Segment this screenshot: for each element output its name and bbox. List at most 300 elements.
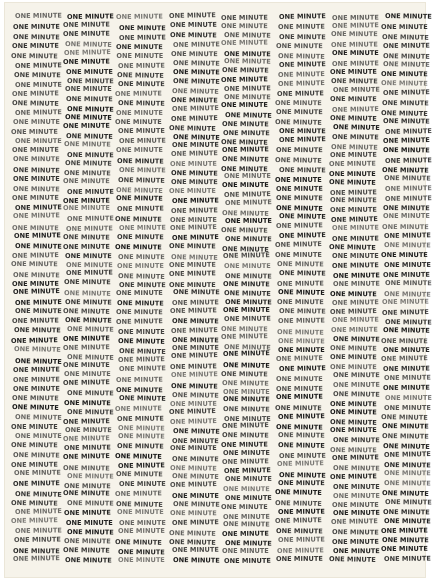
one-minute-stamp: ONE MINUTE <box>116 42 164 51</box>
one-minute-stamp: ONE MINUTE <box>223 30 271 40</box>
one-minute-stamp: ONE MINUTE <box>382 145 430 154</box>
one-minute-stamp: ONE MINUTE <box>222 244 270 254</box>
one-minute-stamp: ONE MINUTE <box>383 383 431 393</box>
one-minute-stamp: ONE MINUTE <box>330 290 377 299</box>
one-minute-stamp: ONE MINUTE <box>382 41 430 50</box>
one-minute-stamp: ONE MINUTE <box>64 426 112 435</box>
one-minute-stamp: ONE MINUTE <box>332 334 380 344</box>
one-minute-stamp: ONE MINUTE <box>118 393 166 403</box>
one-minute-stamp: ONE MINUTE <box>332 261 380 270</box>
one-minute-stamp: ONE MINUTE <box>62 463 110 473</box>
one-minute-stamp: ONE MINUTE <box>115 452 163 461</box>
one-minute-stamp: ONE MINUTE <box>170 49 218 59</box>
one-minute-stamp: ONE MINUTE <box>64 443 112 453</box>
one-minute-stamp: ONE MINUTE <box>223 288 271 298</box>
one-minute-stamp: ONE MINUTE <box>275 118 323 128</box>
one-minute-stamp: ONE MINUTE <box>222 120 270 129</box>
one-minute-stamp: ONE MINUTE <box>384 173 432 183</box>
one-minute-stamp: ONE MINUTE <box>117 127 165 136</box>
one-minute-stamp: ONE MINUTE <box>117 99 165 109</box>
one-minute-stamp: ONE MINUTE <box>12 450 60 460</box>
one-minute-stamp: ONE MINUTE <box>224 93 272 102</box>
one-minute-stamp: ONE MINUTE <box>277 89 325 98</box>
one-minute-stamp: ONE MINUTE <box>277 479 325 488</box>
one-minute-stamp: ONE MINUTE <box>170 169 218 178</box>
one-minute-stamp: ONE MINUTE <box>63 169 111 178</box>
one-minute-stamp: ONE MINUTE <box>278 212 326 222</box>
one-minute-stamp: ONE MINUTE <box>63 482 111 491</box>
one-minute-stamp: ONE MINUTE <box>222 421 269 431</box>
one-minute-stamp: ONE MINUTE <box>64 297 112 307</box>
one-minute-stamp: ONE MINUTE <box>331 325 378 334</box>
one-minute-stamp: ONE MINUTE <box>171 104 219 114</box>
one-minute-stamp: ONE MINUTE <box>169 306 217 316</box>
one-minute-stamp: ONE MINUTE <box>333 380 381 389</box>
one-minute-stamp: ONE MINUTE <box>331 13 379 22</box>
one-minute-stamp: ONE MINUTE <box>170 159 217 168</box>
one-minute-stamp: ONE MINUTE <box>117 271 165 281</box>
one-minute-stamp: ONE MINUTE <box>277 69 325 79</box>
one-minute-stamp: ONE MINUTE <box>331 30 379 39</box>
one-minute-stamp: ONE MINUTE <box>63 20 110 30</box>
one-minute-stamp: ONE MINUTE <box>223 361 271 370</box>
one-minute-stamp: ONE MINUTE <box>11 250 59 260</box>
one-minute-stamp: ONE MINUTE <box>117 233 164 242</box>
one-minute-stamp: ONE MINUTE <box>222 145 270 154</box>
one-minute-stamp: ONE MINUTE <box>11 41 59 51</box>
one-minute-stamp: ONE MINUTE <box>11 98 59 108</box>
one-minute-stamp: ONE MINUTE <box>66 132 114 141</box>
one-minute-stamp: ONE MINUTE <box>224 474 272 484</box>
one-minute-stamp: ONE MINUTE <box>118 518 166 527</box>
one-minute-stamp: ONE MINUTE <box>118 23 166 32</box>
one-minute-stamp: ONE MINUTE <box>381 307 429 317</box>
one-minute-stamp: ONE MINUTE <box>64 85 112 94</box>
one-minute-stamp: ONE MINUTE <box>381 23 429 32</box>
one-minute-stamp: ONE MINUTE <box>170 177 218 186</box>
one-minute-stamp: ONE MINUTE <box>329 205 377 214</box>
one-minute-stamp: ONE MINUTE <box>223 448 271 457</box>
one-minute-stamp: ONE MINUTE <box>278 470 326 480</box>
one-minute-stamp: ONE MINUTE <box>382 135 430 145</box>
one-minute-stamp: ONE MINUTE <box>333 482 380 491</box>
one-minute-stamp: ONE MINUTE <box>278 288 326 297</box>
one-minute-stamp: ONE MINUTE <box>225 198 273 208</box>
one-minute-stamp: ONE MINUTE <box>116 52 164 61</box>
one-minute-stamp: ONE MINUTE <box>10 499 58 508</box>
one-minute-stamp: ONE MINUTE <box>381 412 429 422</box>
one-minute-stamp: ONE MINUTE <box>117 204 165 213</box>
one-minute-stamp: ONE MINUTE <box>278 364 326 374</box>
one-minute-stamp: ONE MINUTE <box>222 387 270 396</box>
one-minute-stamp: ONE MINUTE <box>329 150 377 159</box>
one-minute-stamp: ONE MINUTE <box>224 235 272 244</box>
one-minute-stamp: ONE MINUTE <box>382 88 430 98</box>
one-minute-stamp: ONE MINUTE <box>14 60 62 70</box>
one-minute-stamp: ONE MINUTE <box>65 268 113 277</box>
one-minute-stamp: ONE MINUTE <box>172 499 220 509</box>
one-minute-stamp: ONE MINUTE <box>275 499 323 509</box>
one-minute-stamp: ONE MINUTE <box>15 11 62 20</box>
one-minute-stamp: ONE MINUTE <box>329 400 377 409</box>
one-minute-stamp: ONE MINUTE <box>169 509 217 518</box>
one-minute-stamp: ONE MINUTE <box>383 203 431 212</box>
one-minute-stamp: ONE MINUTE <box>14 242 62 252</box>
one-minute-stamp: ONE MINUTE <box>331 223 379 232</box>
one-minute-stamp: ONE MINUTE <box>222 395 270 404</box>
one-minute-stamp: ONE MINUTE <box>382 32 430 42</box>
one-minute-stamp: ONE MINUTE <box>64 113 112 122</box>
one-minute-stamp: ONE MINUTE <box>66 389 114 398</box>
one-minute-stamp: ONE MINUTE <box>63 536 111 546</box>
one-minute-stamp: ONE MINUTE <box>116 470 164 479</box>
one-minute-stamp: ONE MINUTE <box>66 104 114 114</box>
one-minute-stamp: ONE MINUTE <box>66 77 114 86</box>
one-minute-stamp: ONE MINUTE <box>330 417 378 427</box>
one-minute-stamp: ONE MINUTE <box>171 252 219 262</box>
one-minute-stamp: ONE MINUTE <box>173 76 221 86</box>
one-minute-stamp: ONE MINUTE <box>331 233 379 243</box>
one-minute-stamp: ONE MINUTE <box>329 169 377 178</box>
one-minute-stamp: ONE MINUTE <box>10 460 58 469</box>
one-minute-stamp: ONE MINUTE <box>117 80 165 89</box>
one-minute-stamp: ONE MINUTE <box>330 472 377 482</box>
one-minute-stamp: ONE MINUTE <box>118 136 166 145</box>
one-minute-stamp: ONE MINUTE <box>330 445 378 454</box>
one-minute-stamp: ONE MINUTE <box>332 371 380 380</box>
one-minute-stamp: ONE MINUTE <box>221 137 269 147</box>
one-minute-stamp: ONE MINUTE <box>382 346 430 355</box>
one-minute-stamp: ONE MINUTE <box>278 165 326 175</box>
one-minute-stamp: ONE MINUTE <box>330 307 378 317</box>
one-minute-stamp: ONE MINUTE <box>170 444 218 453</box>
one-minute-stamp: ONE MINUTE <box>13 535 61 544</box>
one-minute-stamp: ONE MINUTE <box>64 39 112 49</box>
one-minute-stamp: ONE MINUTE <box>274 156 322 165</box>
one-minute-stamp: ONE MINUTE <box>13 231 61 240</box>
one-minute-stamp: ONE MINUTE <box>333 491 381 501</box>
one-minute-stamp: ONE MINUTE <box>222 431 270 440</box>
one-minute-stamp: ONE MINUTE <box>333 390 381 399</box>
one-minute-stamp: ONE MINUTE <box>172 343 220 352</box>
one-minute-stamp: ONE MINUTE <box>168 529 216 538</box>
one-minute-stamp: ONE MINUTE <box>278 534 326 544</box>
one-minute-stamp: ONE MINUTE <box>11 223 59 232</box>
one-minute-stamp: ONE MINUTE <box>381 353 429 363</box>
one-minute-stamp: ONE MINUTE <box>66 214 114 223</box>
one-minute-stamp: ONE MINUTE <box>118 347 166 356</box>
one-minute-stamp: ONE MINUTE <box>380 70 428 79</box>
one-minute-stamp: ONE MINUTE <box>276 527 323 536</box>
one-minute-stamp: ONE MINUTE <box>170 95 218 105</box>
one-minute-stamp: ONE MINUTE <box>66 499 114 508</box>
one-minute-stamp: ONE MINUTE <box>279 231 326 241</box>
one-minute-stamp: ONE MINUTE <box>172 132 220 142</box>
one-minute-stamp: ONE MINUTE <box>332 528 380 537</box>
one-minute-stamp: ONE MINUTE <box>274 240 322 250</box>
one-minute-stamp: ONE MINUTE <box>12 547 60 556</box>
one-minute-stamp: ONE MINUTE <box>14 326 62 335</box>
one-minute-stamp: ONE MINUTE <box>381 535 429 545</box>
one-minute-stamp: ONE MINUTE <box>275 146 323 155</box>
one-minute-stamp: ONE MINUTE <box>384 260 432 269</box>
one-minute-stamp: ONE MINUTE <box>224 493 272 502</box>
one-minute-stamp: ONE MINUTE <box>223 305 271 314</box>
one-minute-stamp: ONE MINUTE <box>331 20 379 30</box>
one-minute-stamp: ONE MINUTE <box>11 422 59 431</box>
one-minute-stamp: ONE MINUTE <box>383 449 431 459</box>
one-minute-stamp: ONE MINUTE <box>168 124 216 134</box>
one-minute-stamp: ONE MINUTE <box>172 40 220 49</box>
one-minute-stamp: ONE MINUTE <box>224 171 272 181</box>
one-minute-stamp: ONE MINUTE <box>64 369 111 378</box>
one-minute-stamp: ONE MINUTE <box>222 519 270 529</box>
one-minute-stamp: ONE MINUTE <box>118 166 166 175</box>
one-minute-stamp: ONE MINUTE <box>332 49 380 58</box>
stamp-column <box>12 2 70 578</box>
one-minute-stamp: ONE MINUTE <box>383 326 431 336</box>
one-minute-stamp: ONE MINUTE <box>276 458 324 468</box>
one-minute-stamp: ONE MINUTE <box>169 480 217 490</box>
one-minute-stamp: ONE MINUTE <box>118 176 166 185</box>
one-minute-stamp: ONE MINUTE <box>384 394 432 403</box>
one-minute-stamp: ONE MINUTE <box>117 157 165 166</box>
one-minute-stamp: ONE MINUTE <box>171 491 219 500</box>
one-minute-stamp: ONE MINUTE <box>275 175 323 184</box>
one-minute-stamp: ONE MINUTE <box>117 298 165 308</box>
one-minute-stamp: ONE MINUTE <box>12 554 60 564</box>
one-minute-stamp: ONE MINUTE <box>168 269 216 278</box>
one-minute-stamp: ONE MINUTE <box>62 378 110 387</box>
one-minute-stamp: ONE MINUTE <box>171 370 218 380</box>
one-minute-stamp: ONE MINUTE <box>380 526 428 536</box>
one-minute-stamp: ONE MINUTE <box>384 517 432 526</box>
one-minute-stamp: ONE MINUTE <box>171 351 219 361</box>
one-minute-stamp: ONE MINUTE <box>63 434 110 444</box>
one-minute-stamp: ONE MINUTE <box>116 508 164 517</box>
one-minute-stamp: ONE MINUTE <box>10 515 58 525</box>
one-minute-stamp: ONE MINUTE <box>171 336 219 345</box>
one-minute-stamp: ONE MINUTE <box>116 108 164 117</box>
one-minute-stamp: ONE MINUTE <box>222 349 270 359</box>
one-minute-stamp: ONE MINUTE <box>223 251 270 261</box>
one-minute-stamp: ONE MINUTE <box>329 196 377 205</box>
one-minute-stamp: ONE MINUTE <box>384 498 432 507</box>
one-minute-stamp: ONE MINUTE <box>173 427 221 437</box>
one-minute-stamp: ONE MINUTE <box>169 215 217 224</box>
one-minute-stamp: ONE MINUTE <box>222 154 270 164</box>
one-minute-stamp: ONE MINUTE <box>380 336 428 345</box>
one-minute-stamp: ONE MINUTE <box>383 241 431 250</box>
one-minute-stamp: ONE MINUTE <box>115 146 163 155</box>
one-minute-stamp: ONE MINUTE <box>278 345 326 354</box>
one-minute-stamp: ONE MINUTE <box>220 75 268 85</box>
one-minute-stamp: ONE MINUTE <box>171 454 219 463</box>
one-minute-stamp: ONE MINUTE <box>119 480 167 489</box>
one-minute-stamp: ONE MINUTE <box>330 76 378 86</box>
one-minute-stamp: ONE MINUTE <box>11 280 59 289</box>
one-minute-stamp: ONE MINUTE <box>221 22 268 31</box>
one-minute-stamp: ONE MINUTE <box>10 335 58 345</box>
one-minute-stamp: ONE MINUTE <box>62 307 110 316</box>
one-minute-stamp: ONE MINUTE <box>13 32 61 41</box>
one-minute-stamp: ONE MINUTE <box>224 217 272 226</box>
one-minute-stamp: ONE MINUTE <box>13 384 61 393</box>
one-minute-stamp: ONE MINUTE <box>12 166 60 175</box>
one-minute-stamp: ONE MINUTE <box>331 133 379 142</box>
one-minute-stamp: ONE MINUTE <box>223 556 271 565</box>
one-minute-stamp: ONE MINUTE <box>114 489 162 499</box>
one-minute-stamp: ONE MINUTE <box>220 100 268 110</box>
one-minute-stamp: ONE MINUTE <box>63 489 111 498</box>
one-minute-stamp: ONE MINUTE <box>169 417 217 427</box>
one-minute-stamp: ONE MINUTE <box>274 250 322 260</box>
one-minute-stamp: ONE MINUTE <box>278 307 326 316</box>
one-minute-stamp: ONE MINUTE <box>171 545 219 555</box>
one-minute-stamp: ONE MINUTE <box>382 270 430 279</box>
one-minute-stamp: ONE MINUTE <box>171 381 219 391</box>
one-minute-stamp: ONE MINUTE <box>278 451 326 460</box>
one-minute-stamp: ONE MINUTE <box>10 259 58 268</box>
one-minute-stamp: ONE MINUTE <box>224 261 271 270</box>
one-minute-stamp: ONE MINUTE <box>332 279 380 289</box>
one-minute-stamp: ONE MINUTE <box>173 67 221 77</box>
one-minute-stamp: ONE MINUTE <box>171 317 219 326</box>
stamp-column <box>116 2 174 578</box>
one-minute-stamp: ONE MINUTE <box>275 384 323 393</box>
one-minute-stamp: ONE MINUTE <box>14 468 61 478</box>
one-minute-stamp: ONE MINUTE <box>223 190 271 200</box>
one-minute-stamp: ONE MINUTE <box>332 436 380 445</box>
one-minute-stamp: ONE MINUTE <box>12 402 60 412</box>
one-minute-stamp: ONE MINUTE <box>223 414 271 423</box>
one-minute-stamp: ONE MINUTE <box>333 547 380 556</box>
one-minute-stamp: ONE MINUTE <box>220 324 268 333</box>
one-minute-stamp: ONE MINUTE <box>223 56 271 66</box>
stamp-column <box>382 2 440 578</box>
one-minute-stamp: ONE MINUTE <box>62 57 110 66</box>
one-minute-stamp: ONE MINUTE <box>381 98 429 108</box>
one-minute-stamp: ONE MINUTE <box>277 337 325 346</box>
one-minute-stamp: ONE MINUTE <box>332 315 379 324</box>
one-minute-stamp: ONE MINUTE <box>63 177 111 186</box>
one-minute-stamp: ONE MINUTE <box>332 85 380 94</box>
one-minute-stamp: ONE MINUTE <box>275 42 323 51</box>
one-minute-stamp: ONE MINUTE <box>65 223 113 233</box>
one-minute-stamp: ONE MINUTE <box>332 58 379 68</box>
one-minute-stamp: ONE MINUTE <box>171 472 219 481</box>
one-minute-stamp: ONE MINUTE <box>277 507 325 516</box>
one-minute-stamp: ONE MINUTE <box>116 500 164 510</box>
one-minute-stamp: ONE MINUTE <box>385 317 433 327</box>
one-minute-stamp: ONE MINUTE <box>169 260 217 269</box>
one-minute-stamp: ONE MINUTE <box>11 145 59 154</box>
one-minute-stamp: ONE MINUTE <box>12 287 60 297</box>
one-minute-stamp: ONE MINUTE <box>63 203 111 213</box>
one-minute-stamp: ONE MINUTE <box>116 441 164 451</box>
one-minute-stamp: ONE MINUTE <box>63 242 110 251</box>
one-minute-stamp: ONE MINUTE <box>172 140 220 149</box>
one-minute-stamp: ONE MINUTE <box>63 288 111 298</box>
one-minute-stamp: ONE MINUTE <box>279 12 327 22</box>
one-minute-stamp: ONE MINUTE <box>329 242 377 252</box>
one-minute-stamp: ONE MINUTE <box>277 52 325 61</box>
one-minute-stamp: ONE MINUTE <box>117 547 165 557</box>
one-minute-stamp: ONE MINUTE <box>117 337 165 347</box>
one-minute-stamp: ONE MINUTE <box>383 231 431 240</box>
one-minute-stamp: ONE MINUTE <box>278 430 325 440</box>
one-minute-stamp: ONE MINUTE <box>115 186 163 196</box>
one-minute-stamp: ONE MINUTE <box>222 129 270 138</box>
one-minute-stamp: ONE MINUTE <box>276 297 324 306</box>
one-minute-stamp: ONE MINUTE <box>275 422 323 432</box>
one-minute-stamp: ONE MINUTE <box>169 30 217 40</box>
one-minute-stamp: ONE MINUTE <box>332 122 380 132</box>
one-minute-stamp: ONE MINUTE <box>384 373 432 383</box>
one-minute-stamp: ONE MINUTE <box>64 555 112 565</box>
one-minute-stamp: ONE MINUTE <box>117 252 165 261</box>
one-minute-stamp: ONE MINUTE <box>13 155 61 164</box>
one-minute-stamp: ONE MINUTE <box>117 327 165 336</box>
one-minute-stamp: ONE MINUTE <box>330 343 377 353</box>
one-minute-stamp: ONE MINUTE <box>13 71 61 80</box>
one-minute-stamp: ONE MINUTE <box>223 342 271 352</box>
one-minute-stamp: ONE MINUTE <box>331 538 379 547</box>
one-minute-stamp: ONE MINUTE <box>224 111 272 121</box>
one-minute-stamp: ONE MINUTE <box>382 223 430 232</box>
one-minute-stamp: ONE MINUTE <box>10 51 58 60</box>
one-minute-stamp: ONE MINUTE <box>221 369 269 379</box>
one-minute-stamp: ONE MINUTE <box>331 501 379 510</box>
one-minute-stamp: ONE MINUTE <box>15 526 63 536</box>
one-minute-stamp: ONE MINUTE <box>15 297 62 307</box>
one-minute-stamp: ONE MINUTE <box>117 424 165 433</box>
one-minute-stamp: ONE MINUTE <box>222 457 269 467</box>
one-minute-stamp: ONE MINUTE <box>383 469 431 478</box>
one-minute-stamp: ONE MINUTE <box>278 440 326 450</box>
one-minute-stamp: ONE MINUTE <box>381 108 429 118</box>
one-minute-stamp: ONE MINUTE <box>382 364 430 373</box>
one-minute-stamp: ONE MINUTE <box>12 211 60 220</box>
one-minute-stamp: ONE MINUTE <box>274 99 322 108</box>
one-minute-stamp: ONE MINUTE <box>332 464 380 473</box>
one-minute-stamp: ONE MINUTE <box>66 150 114 160</box>
one-minute-stamp: ONE MINUTE <box>384 127 432 137</box>
one-minute-stamp: ONE MINUTE <box>224 272 272 281</box>
one-minute-stamp: ONE MINUTE <box>64 159 112 169</box>
one-minute-stamp: ONE MINUTE <box>15 307 63 316</box>
one-minute-stamp: ONE MINUTE <box>277 328 325 337</box>
one-minute-stamp: ONE MINUTE <box>170 400 218 409</box>
one-minute-stamp: ONE MINUTE <box>223 280 271 289</box>
one-minute-stamp: ONE MINUTE <box>222 512 270 521</box>
one-minute-stamp: ONE MINUTE <box>330 188 378 197</box>
one-minute-stamp: ONE MINUTE <box>171 233 219 243</box>
one-minute-stamp: ONE MINUTE <box>329 178 377 187</box>
one-minute-stamp: ONE MINUTE <box>63 196 110 205</box>
one-minute-stamp: ONE MINUTE <box>63 278 111 287</box>
one-minute-stamp: ONE MINUTE <box>66 527 114 537</box>
one-minute-stamp: ONE MINUTE <box>114 404 162 414</box>
one-minute-stamp: ONE MINUTE <box>329 95 377 104</box>
one-minute-stamp: ONE MINUTE <box>384 184 432 194</box>
one-minute-stamp: ONE MINUTE <box>115 375 163 384</box>
one-minute-stamp: ONE MINUTE <box>117 71 165 81</box>
one-minute-stamp: ONE MINUTE <box>173 555 221 565</box>
one-minute-stamp: ONE MINUTE <box>171 86 219 96</box>
one-minute-stamp: ONE MINUTE <box>279 268 327 278</box>
stamp-column <box>222 2 280 578</box>
